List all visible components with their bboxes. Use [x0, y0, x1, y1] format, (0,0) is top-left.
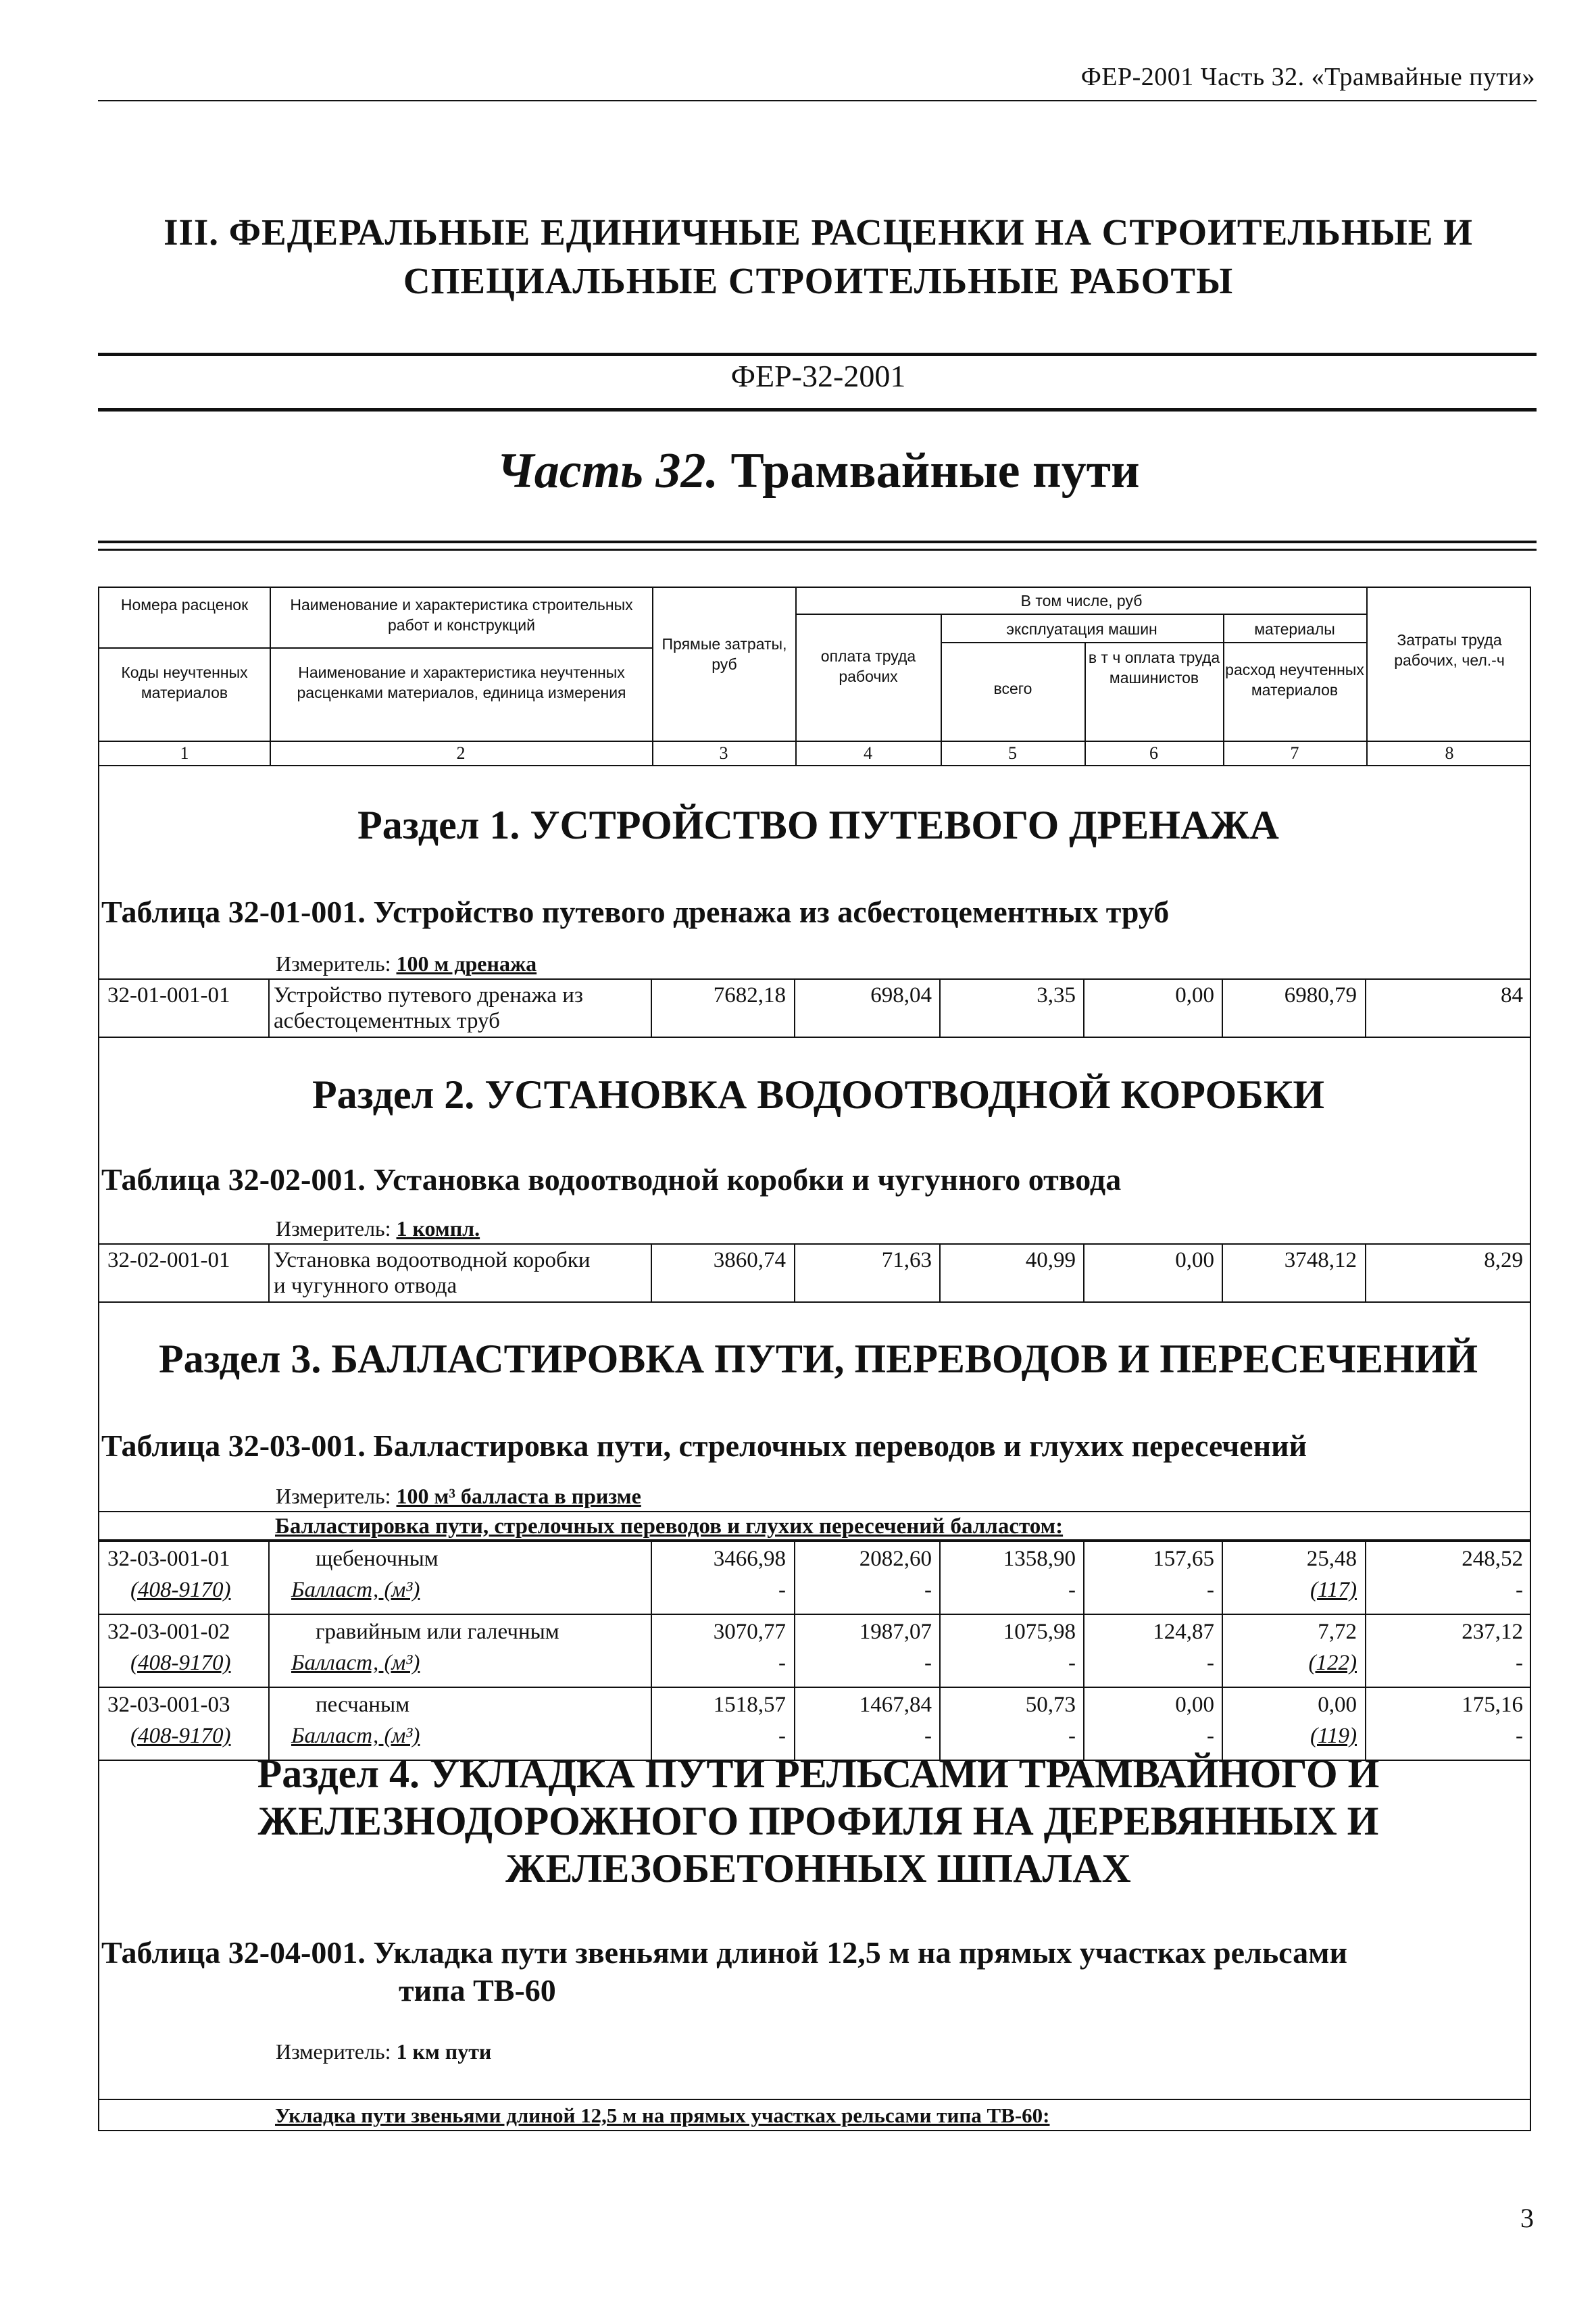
- chapter-heading: [101, 208, 1535, 305]
- meter-label: Измеритель:: [276, 1216, 391, 1241]
- material-consumption: 7,72: [1318, 1620, 1357, 1644]
- machines-total-dash: -: [1068, 1578, 1076, 1602]
- group-title: Балластировка пути, стрелочных переводов и глухих пересечений балластом:: [275, 1514, 1064, 1539]
- header-machines-total: всего: [993, 680, 1032, 697]
- header-worker-pay: оплата труда рабочих: [820, 647, 916, 685]
- rate-code: 32-03-001-03: [107, 1693, 230, 1717]
- column-number: 1: [180, 743, 189, 763]
- section-2-title: Раздел 2. УСТАНОВКА ВОДООТВОДНОЙ КОРОБКИ: [311, 1072, 1325, 1117]
- column-number: 3: [719, 743, 728, 763]
- worker-pay: 1987,07: [859, 1620, 932, 1644]
- rule-thick: [98, 353, 1537, 356]
- worker-pay-dash: -: [924, 1578, 932, 1602]
- material-consumption: 3748,12: [1284, 1248, 1357, 1272]
- table-row: [98, 1541, 1531, 1615]
- material-code: (408-9170): [130, 1724, 231, 1748]
- section-4-title-line2: ЖЕЛЕЗНОДОРОЖНОГО ПРОФИЛЯ НА ДЕРЕВЯННЫХ И: [257, 1799, 1379, 1843]
- column-number: 4: [864, 743, 872, 763]
- running-header: ФЕР-2001 Часть 32. «Трамвайные пути»: [1080, 63, 1535, 91]
- direct-costs-dash: -: [778, 1651, 786, 1675]
- labor-cost: 237,12: [1462, 1620, 1523, 1644]
- section-3-title: Раздел 3. БАЛЛАСТИРОВКА ПУТИ, ПЕРЕВОДОВ И ПЕРЕСЕЧЕНИЙ: [159, 1337, 1478, 1381]
- worker-pay: 71,63: [881, 1248, 932, 1272]
- table-32-01-001-title: Таблица 32-01-001. Устройство путевого дренажа из асбестоцементных труб: [101, 895, 1170, 929]
- direct-costs: 3466,98: [713, 1547, 786, 1571]
- chapter-heading-line1: III. ФЕДЕРАЛЬНЫЕ ЕДИНИЧНЫЕ РАСЦЕНКИ НА СТРОИТЕЛЬНЫЕ И: [164, 211, 1473, 253]
- direct-costs-dash: -: [778, 1724, 786, 1748]
- material-name: Балласт, (м³): [291, 1724, 420, 1748]
- header-machine-operation: эксплуатация машин: [1006, 620, 1157, 638]
- section-1-title: Раздел 1. УСТРОЙСТВО ПУТЕВОГО ДРЕНАЖА: [357, 803, 1279, 847]
- direct-costs: 1518,57: [713, 1693, 786, 1717]
- header-material-codes: Коды неучтенных материалов: [121, 664, 248, 701]
- section-4-title: [101, 1750, 1535, 1892]
- page-number: 3: [1520, 2203, 1534, 2233]
- header-work-name: Наименование и характеристика строительных работ и конструкций: [290, 596, 633, 634]
- header-including: В том числе, руб: [1020, 592, 1143, 609]
- machines-total: 1358,90: [1003, 1547, 1076, 1571]
- worker-pay: 698,04: [870, 983, 932, 1007]
- group-title: Укладка пути звеньями длиной 12,5 м на прямых участках рельсами типа ТВ-60:: [275, 2104, 1050, 2127]
- rule-double-top: [98, 541, 1537, 543]
- rule-thick: [98, 408, 1537, 412]
- part-title: [101, 443, 1535, 500]
- work-name: [274, 1247, 590, 1299]
- labor-cost-dash: -: [1516, 1651, 1523, 1675]
- work-name-line2: и чугунного отвода: [274, 1274, 457, 1298]
- group-row: [98, 1511, 1531, 1541]
- meter-s4: [276, 2039, 491, 2064]
- material-quantity: (117): [1310, 1578, 1357, 1602]
- meter-value: 1 км пути: [396, 2039, 492, 2064]
- machines-total-dash: -: [1068, 1724, 1076, 1748]
- operator-pay: 0,00: [1175, 1248, 1214, 1272]
- rule-double-bottom: [98, 549, 1537, 551]
- worker-pay: 2082,60: [859, 1547, 932, 1571]
- part-name: Трамвайные пути: [730, 443, 1140, 499]
- doc-code: ФЕР-32-2001: [730, 359, 906, 393]
- column-header: [98, 587, 1531, 742]
- rate-code: 32-01-001-01: [107, 983, 230, 1007]
- header-operator-pay: в т ч оплата труда машинистов: [1088, 649, 1220, 687]
- operator-pay-dash: -: [1207, 1651, 1214, 1675]
- operator-pay-dash: -: [1207, 1578, 1214, 1602]
- direct-costs: 7682,18: [713, 983, 786, 1007]
- column-number: 2: [456, 743, 466, 763]
- meter-label: Измеритель:: [276, 951, 391, 976]
- direct-costs: 3070,77: [713, 1620, 786, 1644]
- material-consumption: 6980,79: [1284, 983, 1357, 1007]
- work-name-line1: Установка водоотводной коробки: [274, 1248, 591, 1272]
- labor-cost: 248,52: [1462, 1547, 1523, 1571]
- header-rule: [98, 100, 1537, 101]
- machines-total: 50,73: [1025, 1693, 1076, 1717]
- machines-total-dash: -: [1068, 1651, 1076, 1675]
- table-32-04-001-title-line1: Таблица 32-04-001. Укладка пути звеньями длиной 12,5 м на прямых участках рельсами: [101, 1935, 1347, 1970]
- material-code: (408-9170): [130, 1651, 231, 1675]
- worker-pay-dash: -: [924, 1724, 932, 1748]
- work-name: песчаным: [316, 1693, 410, 1717]
- rate-code: 32-02-001-01: [107, 1248, 230, 1272]
- part-label: Часть 32.: [497, 443, 718, 499]
- rate-code: 32-03-001-02: [107, 1620, 230, 1644]
- work-name: щебеночным: [316, 1547, 439, 1571]
- meter-label: Измеритель:: [276, 1484, 391, 1508]
- direct-costs: 3860,74: [713, 1248, 786, 1272]
- operator-pay: 124,87: [1153, 1620, 1214, 1644]
- meter-s3: [276, 1484, 641, 1509]
- section-4-title-line1: Раздел 4. УКЛАДКА ПУТИ РЕЛЬСАМИ ТРАМВАЙНОГО И: [257, 1751, 1380, 1796]
- table-32-04-001-title: [101, 1934, 1347, 2010]
- work-name: [274, 982, 583, 1034]
- labor-cost: 8,29: [1484, 1248, 1523, 1272]
- table-row: [98, 1243, 1531, 1303]
- header-direct-costs: Прямые затраты, руб: [662, 635, 787, 673]
- group-row: [98, 2099, 1531, 2131]
- column-number: 7: [1290, 743, 1299, 763]
- operator-pay-dash: -: [1207, 1724, 1214, 1748]
- chapter-heading-line2: СПЕЦИАЛЬНЫЕ СТРОИТЕЛЬНЫЕ РАБОТЫ: [403, 260, 1234, 301]
- material-name: Балласт, (м³): [291, 1651, 420, 1675]
- section-4-title-line3: ЖЕЛЕЗОБЕТОННЫХ ШПАЛАХ: [505, 1846, 1131, 1891]
- operator-pay: 157,65: [1153, 1547, 1214, 1571]
- work-name: гравийным или галечным: [316, 1620, 559, 1644]
- rate-code: 32-03-001-01: [107, 1547, 230, 1571]
- header-material-name: Наименование и характеристика неучтенных расценками материалов, единица измерения: [297, 664, 626, 701]
- labor-cost: 175,16: [1462, 1693, 1523, 1717]
- material-quantity: (119): [1310, 1724, 1357, 1748]
- operator-pay: 0,00: [1175, 1693, 1214, 1717]
- header-rate-numbers: Номера расценок: [120, 596, 249, 614]
- meter-s2: [276, 1216, 480, 1241]
- table-32-02-001-title: Таблица 32-02-001. Установка водоотводной коробки и чугунного отвода: [101, 1162, 1122, 1197]
- machines-total: 1075,98: [1003, 1620, 1076, 1644]
- table-row: [98, 1614, 1531, 1688]
- direct-costs-dash: -: [778, 1578, 786, 1602]
- meter-s1: [276, 951, 537, 976]
- column-number: 5: [1008, 743, 1017, 763]
- table-32-04-001-title-line2: типа ТВ-60: [399, 1973, 556, 2008]
- material-code: (408-9170): [130, 1578, 231, 1602]
- column-number: 6: [1149, 743, 1158, 763]
- meter-value: 1 компл.: [396, 1216, 480, 1241]
- worker-pay-dash: -: [924, 1651, 932, 1675]
- machines-total: 40,99: [1025, 1248, 1076, 1272]
- column-numbers-row: [98, 742, 1531, 766]
- worker-pay: 1467,84: [859, 1693, 932, 1717]
- header-materials: материалы: [1254, 620, 1335, 638]
- meter-value: 100 м дренажа: [396, 951, 537, 976]
- operator-pay: 0,00: [1175, 983, 1214, 1007]
- material-consumption: 0,00: [1318, 1693, 1357, 1717]
- material-consumption: 25,48: [1306, 1547, 1357, 1571]
- column-number: 8: [1445, 743, 1454, 763]
- meter-value: 100 м³ балласта в призме: [396, 1484, 641, 1508]
- header-material-consumption: расход неучтенных материалов: [1225, 661, 1364, 699]
- work-name-line1: Устройство путевого дренажа из: [274, 983, 583, 1007]
- material-quantity: (122): [1308, 1651, 1357, 1675]
- labor-cost-dash: -: [1516, 1578, 1523, 1602]
- meter-label: Измеритель:: [276, 2039, 391, 2064]
- material-name: Балласт, (м³): [291, 1578, 420, 1602]
- table-32-03-001-title: Таблица 32-03-001. Балластировка пути, стрелочных переводов и глухих пересечений: [101, 1428, 1307, 1463]
- table-row: [98, 978, 1531, 1038]
- work-name-line2: асбестоцементных труб: [274, 1009, 500, 1033]
- labor-cost-dash: -: [1516, 1724, 1523, 1748]
- labor-cost: 84: [1501, 983, 1523, 1007]
- machines-total: 3,35: [1037, 983, 1076, 1007]
- header-labor-cost: Затраты труда рабочих, чел.-ч: [1394, 631, 1505, 669]
